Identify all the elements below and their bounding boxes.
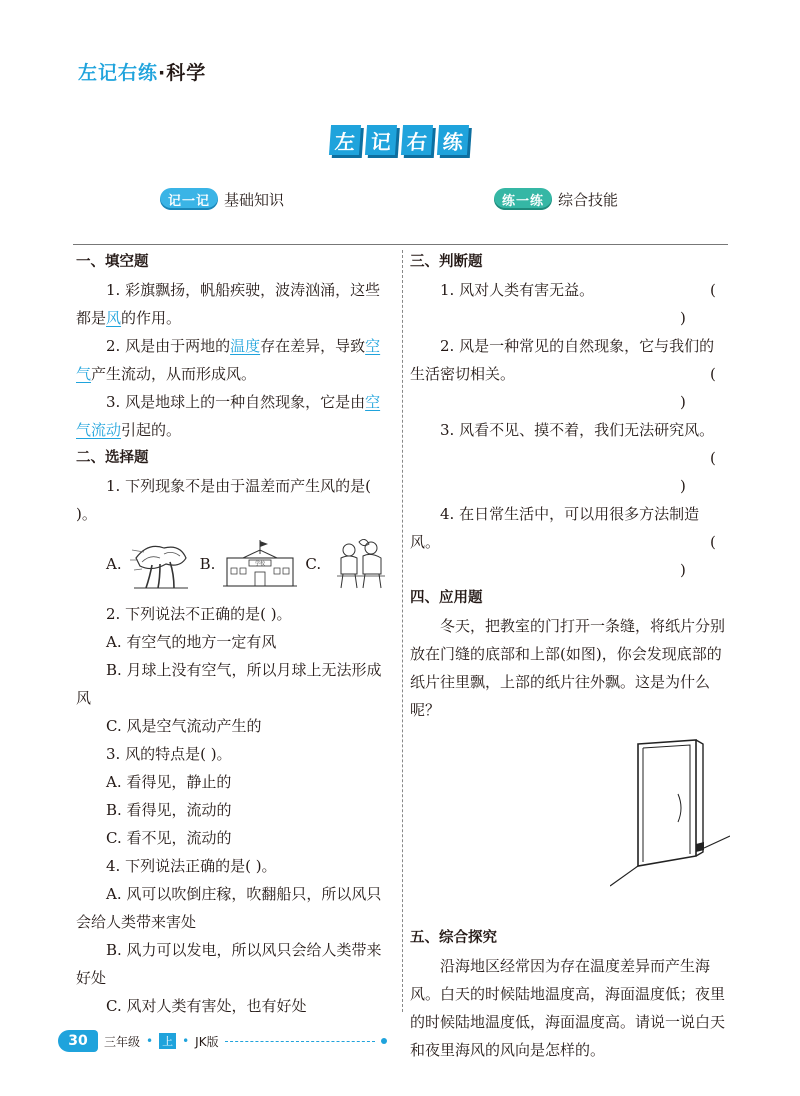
page-footer [58, 1030, 387, 1052]
choice-q2: 2. 下列说法不正确的是( )。 [106, 605, 292, 623]
choice-q1-figures [106, 538, 394, 590]
section-pill: 练一练 [494, 188, 552, 210]
tf-item-3: 3. 风看不见、摸不着，我们无法研究风。 ( ) [410, 416, 726, 500]
choice-q2-a: A. 有空气的地方一定有风 [106, 633, 277, 651]
option-label: B. [199, 555, 216, 573]
choice-q4-a: A. 风可以吹倒庄稼，吹翻船只，所以风只会给人类带来害处 [76, 885, 382, 931]
footer-dot: • [146, 1034, 154, 1048]
footer-line [225, 1041, 375, 1042]
school-sign: 学校 [255, 561, 266, 567]
answer: 空气 [76, 337, 381, 383]
left-column [76, 248, 394, 1020]
people-fanning-image [329, 538, 389, 590]
title-char: 左 [329, 125, 361, 155]
page-number: 30 [58, 1030, 98, 1052]
option-label: A. [106, 555, 122, 573]
windblown-trees-image [130, 538, 192, 590]
top-divider [73, 244, 728, 245]
choice-q3: 3. 风的特点是( )。 [106, 745, 232, 763]
footer-dot: • [182, 1034, 190, 1048]
choice-q2-c: C. 风是空气流动产生的 [106, 717, 262, 735]
heading-fill-blank: 一、填空题 [76, 254, 149, 270]
choice-q4-b: B. 风力可以发电，所以风只会给人类带来好处 [76, 941, 382, 987]
heading-application: 四、应用题 [410, 590, 483, 606]
tf-item-2: 2. 风是一种常见的自然现象，它与我们的生活密切相关。 ( ) [410, 332, 726, 416]
choice-q2-b: B. 月球上没有空气，所以月球上无法形成风 [76, 661, 382, 707]
choice-q3-b: B. 看得见，流动的 [106, 801, 232, 819]
brand-title [78, 58, 206, 85]
explore-text: 沿海地区经常因为存在温度差异而产生海风。白天的时候陆地温度高，海面温度低；夜里的时候陆地温度低，海面温度高。请说一说白天和夜里海风的风向是怎样的。 [410, 957, 726, 1059]
section-label: 基础知识 [224, 190, 285, 209]
answer: 空气流动 [76, 393, 381, 439]
choice-q3-a: A. 看得见，静止的 [106, 773, 232, 791]
heading-true-false: 三、判断题 [410, 254, 483, 270]
fill-q3: 3. 风是地球上的一种自然现象，它是由空气流动引起的。 [76, 393, 381, 439]
answer-paren: ( ) [680, 365, 716, 411]
title-char: 练 [437, 125, 469, 155]
right-column [410, 248, 726, 1064]
heading-explore: 五、综合探究 [410, 930, 497, 946]
section-label: 综合技能 [558, 190, 619, 209]
choice-q1: 1. 下列现象不是由于温差而产生风的是( )。 [76, 477, 371, 523]
application-text: 冬天，把教室的门打开一条缝，将纸片分别放在门缝的底部和上部(如图)，你会发现底部的纸片往里飘，上部的纸片往外飘。这是为什么呢？ [410, 617, 726, 719]
grade-label: 三年级 [104, 1034, 141, 1049]
term-label: 上 [159, 1033, 176, 1049]
fill-q2: 2. 风是由于两地的温度存在差异，导致空气产生流动，从而形成风。 [76, 337, 381, 383]
answer: 温度 [230, 337, 261, 355]
tf-item-4: 4. 在日常生活中，可以用很多方法制造风。 ( ) [410, 500, 726, 584]
answer-paren: ( ) [680, 449, 716, 495]
door-figure-wrap [410, 724, 726, 924]
fill-q1: 1. 彩旗飘扬，帆船疾驶，波涛汹涌，这些都是风的作用。 [76, 281, 381, 327]
answer-paren: ( ) [680, 533, 716, 579]
page-title [330, 125, 468, 155]
footer-end-dot [381, 1038, 387, 1044]
option-label: C. [305, 555, 322, 573]
section-pill: 记一记 [160, 188, 218, 210]
title-char: 记 [365, 125, 397, 155]
brand-dot: · [158, 62, 167, 84]
column-divider [402, 250, 403, 1012]
school-building-image [223, 538, 297, 590]
answer-paren: ( ) [680, 281, 716, 327]
title-char: 右 [401, 125, 433, 155]
choice-q3-c: C. 看不见，流动的 [106, 829, 232, 847]
heading-choice: 二、选择题 [76, 450, 149, 466]
answer: 风 [106, 309, 122, 327]
tf-item-1: ( ) 1. 风对人类有害无益。 [410, 276, 726, 332]
edition-label: JK版 [195, 1034, 219, 1049]
brand-main: 左记右练 [78, 62, 159, 84]
section-head-left [160, 188, 284, 210]
brand-subject: 科学 [166, 62, 207, 84]
choice-q4: 4. 下列说法正确的是( )。 [106, 857, 277, 875]
choice-q4-c: C. 风对人类有害处，也有好处 [106, 997, 307, 1015]
open-door-image [610, 738, 730, 888]
section-head-right [494, 188, 618, 210]
